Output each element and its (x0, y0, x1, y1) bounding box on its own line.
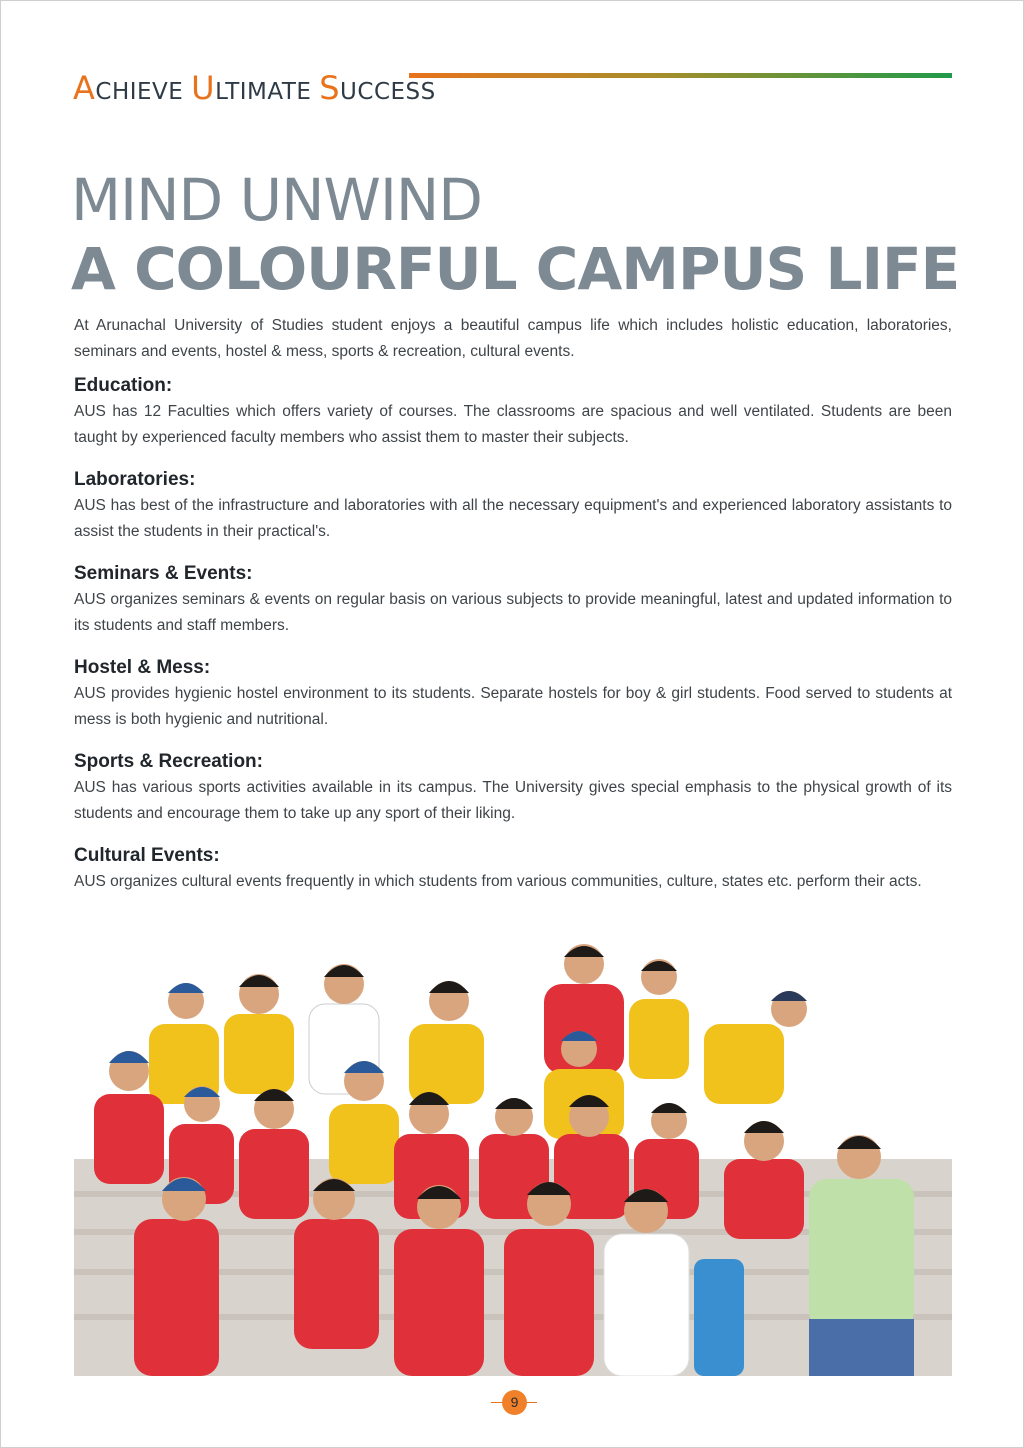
header-tagline (73, 69, 436, 107)
tagline-cap-s: S (319, 69, 341, 107)
page-title-line1: MIND UNWIND (71, 166, 482, 234)
section-education (74, 373, 952, 451)
section-laboratories (74, 467, 952, 545)
section-body: AUS provides hygienic hostel environment to its students. Separate hostels for boy & girl students. Food served to students at mess is both hygienic and nutritional. (74, 685, 952, 728)
section-body: AUS has various sports activities available in its campus. The University gives special emphasis to the physical growth of its students and encourage them to take up any sport of their liking. (74, 779, 952, 822)
group-photo (74, 929, 952, 1376)
section-cultural-events (74, 843, 952, 895)
section-heading: Education: (74, 375, 173, 396)
content-body (74, 313, 952, 911)
tagline-word-achieve: CHIEVE (95, 79, 184, 105)
section-body: AUS organizes cultural events frequently in which students from various communities, culture, states etc. perform their acts. (74, 873, 922, 890)
section-heading: Cultural Events: (74, 845, 220, 866)
group-photo-icon (74, 929, 952, 1376)
page-number-badge (491, 1390, 537, 1416)
tagline-word-success: UCCESS (340, 79, 436, 105)
tagline-cap-u: U (191, 69, 216, 107)
section-body: AUS has best of the infrastructure and laboratories with all the necessary equipment's and experienced laboratory assistants to assist the students in their practical's. (74, 497, 952, 540)
section-heading: Seminars & Events: (74, 563, 253, 584)
header-gradient-rule (409, 73, 952, 78)
section-body: AUS organizes seminars & events on regular basis on various subjects to provide meaningful, latest and updated information to its students and staff members. (74, 591, 952, 634)
section-heading: Sports & Recreation: (74, 751, 263, 772)
page-title-line2: A COLOURFUL CAMPUS LIFE (71, 235, 960, 303)
intro-paragraph: At Arunachal University of Studies student enjoys a beautiful campus life which includes holistic education, laboratories, seminars and events, hostel & mess, sports & recreation, cultural events. (74, 317, 952, 360)
section-sports-recreation (74, 749, 952, 827)
section-seminars-events (74, 561, 952, 639)
section-heading: Hostel & Mess: (74, 657, 211, 678)
page-number: 9 (502, 1390, 527, 1415)
section-heading: Laboratories: (74, 469, 196, 490)
section-body: AUS has 12 Faculties which offers variety of courses. The classrooms are spacious and well ventilated. Students are been taught by experienced faculty members who assist them to master their subjects. (74, 403, 952, 446)
section-hostel-mess (74, 655, 952, 733)
tagline-word-ultimate: LTIMATE (215, 79, 312, 105)
tagline-cap-a: A (73, 69, 96, 107)
